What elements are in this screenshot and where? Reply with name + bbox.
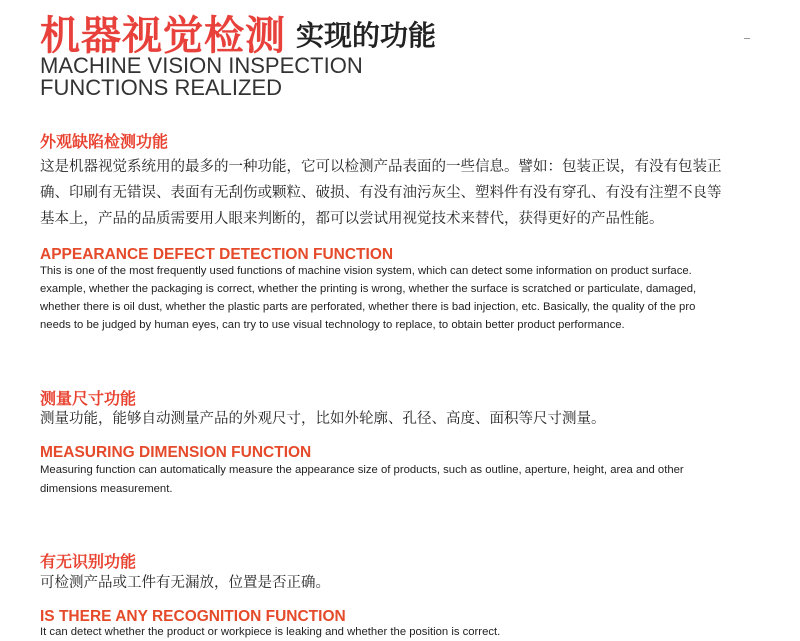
body-cn-line: 测量功能，能够自动测量产品的外观尺寸，比如外轮廓、孔径、高度、面积等尺寸测量。	[40, 411, 606, 427]
section-heading-en: APPEARANCE DEFECT DETECTION FUNCTION	[40, 246, 394, 263]
section-heading-cn: 测量尺寸功能	[40, 389, 137, 408]
page-title-en-line2: FUNCTIONS REALIZED	[40, 75, 283, 100]
body-en-line: This is one of the most frequently used functions of machine vision system, which can detect some information on product surface.	[40, 265, 692, 277]
body-en-line: dimensions measurement.	[40, 483, 173, 495]
page-title-en-line1: MACHINE VISION INSPECTION	[40, 53, 363, 78]
page-title-black: 实现的功能	[296, 19, 437, 52]
body-en-line: needs to be judged by human eyes, can try to use visual technology to replace, to obtain better product performance.	[40, 319, 625, 331]
section-heading-cn: 有无识别功能	[40, 552, 137, 571]
body-cn-line: 这是机器视觉系统用的最多的一种功能，它可以检测产品表面的一些信息。譬如：包装正误，有没有包装正	[40, 159, 722, 175]
body-en-line: whether there is oil dust, whether the plastic parts are perforated, whether there is bad injection, etc. Basically, the quality of the pro	[40, 301, 696, 313]
body-cn-line: 确、印刷有无错误、表面有无刮伤或颗粒、破损、有没有油污灰尘、塑料件有没有穿孔、有没有注塑不良等	[40, 185, 722, 201]
body-en-line: It can detect whether the product or workpiece is leaking and whether the position is correct.	[40, 626, 501, 638]
body-cn-line: 基本上，产品的品质需要用人眼来判断的，都可以尝试用视觉技术来替代，获得更好的产品性能。	[40, 211, 664, 227]
body-en-line: example, whether the packaging is correct, whether the printing is wrong, whether the surface is scratched or particulate, damaged,	[40, 283, 697, 295]
section-heading-en: MEASURING DIMENSION FUNCTION	[40, 444, 312, 461]
corner-mark	[744, 38, 750, 39]
section-heading-en: IS THERE ANY RECOGNITION FUNCTION	[40, 608, 346, 625]
page-title-red: 机器视觉检测	[40, 13, 286, 59]
body-cn-line: 可检测产品或工件有无漏放，位置是否正确。	[40, 575, 330, 591]
section-heading-cn: 外观缺陷检测功能	[40, 132, 169, 151]
body-en-line: Measuring function can automatically measure the appearance size of products, such as outline, aperture, height, area and other	[40, 464, 684, 476]
